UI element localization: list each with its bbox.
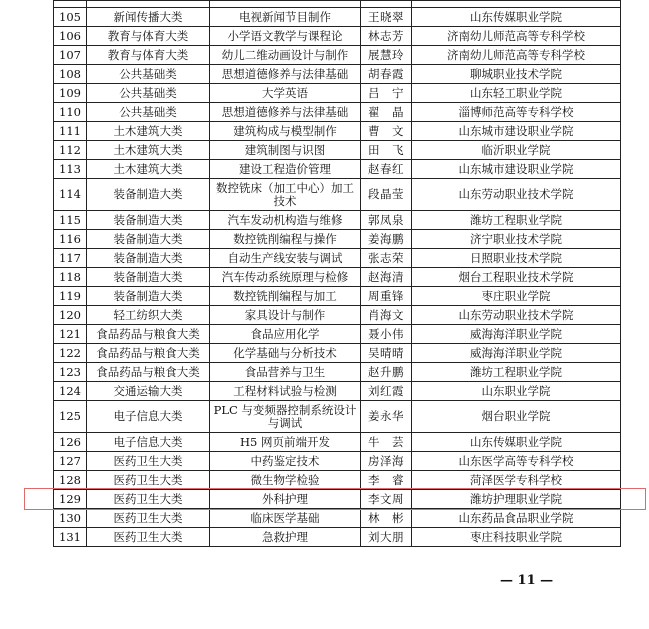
cell-person: 房泽海 — [361, 452, 412, 471]
table-row — [54, 103, 621, 122]
cell-course: 工程材料试验与检测 — [210, 382, 361, 401]
cell-school: 济南幼儿师范高等专科学校 — [412, 46, 621, 65]
cell-number: 113 — [54, 160, 87, 179]
table-row — [54, 122, 621, 141]
cell-school: 潍坊工程职业学院 — [412, 363, 621, 382]
cell-school: 济南幼儿师范高等专科学校 — [412, 27, 621, 46]
cell-course: 思想道德修养与法律基础 — [210, 65, 361, 84]
table-row — [54, 160, 621, 179]
cell-person: 吕 宁 — [361, 84, 412, 103]
cell-category: 装备制造大类 — [87, 211, 210, 230]
cell-number: 109 — [54, 84, 87, 103]
cell-school: 枣庄职业学院 — [412, 287, 621, 306]
table-row — [54, 84, 621, 103]
table-row — [54, 179, 621, 211]
cell-school: 山东传媒职业学院 — [412, 433, 621, 452]
cell-course: 临床医学基础 — [210, 509, 361, 528]
cell-category: 土木建筑大类 — [87, 122, 210, 141]
table-row — [54, 471, 621, 490]
cell-number: 106 — [54, 27, 87, 46]
cell-course: 微生物学检验 — [210, 471, 361, 490]
table-row — [54, 268, 621, 287]
table-row — [54, 211, 621, 230]
cell-person: 李文周 — [361, 490, 412, 509]
cell-school: 济宁职业技术学院 — [412, 230, 621, 249]
table-body — [54, 1, 621, 547]
table-row — [54, 249, 621, 268]
table-row — [54, 344, 621, 363]
cell-course: 电视新闻节目制作 — [210, 8, 361, 27]
cell-course: 大学英语 — [210, 84, 361, 103]
cell-school: 山东城市建设职业学院 — [412, 122, 621, 141]
cell-category: 电子信息大类 — [87, 401, 210, 433]
cell-person: 李 睿 — [361, 471, 412, 490]
cell-school: 威海海洋职业学院 — [412, 344, 621, 363]
cell-school: 菏泽医学专科学校 — [412, 471, 621, 490]
cell-category: 食品药品与粮食大类 — [87, 363, 210, 382]
cell-course: 数控铣床（加工中心）加工技术 — [210, 179, 361, 211]
cell-number: 130 — [54, 509, 87, 528]
table-row — [54, 230, 621, 249]
cell-school: 威海海洋职业学院 — [412, 325, 621, 344]
cell-person: 牛 芸 — [361, 433, 412, 452]
cell-school: 烟台工程职业技术学院 — [412, 268, 621, 287]
cell-course: H5 网页前端开发 — [210, 433, 361, 452]
cell-school: 聊城职业技术学院 — [412, 65, 621, 84]
table-row — [54, 452, 621, 471]
cell-category: 装备制造大类 — [87, 287, 210, 306]
cell-course: 建筑构成与模型制作 — [210, 122, 361, 141]
cell-category: 教育与体育大类 — [87, 46, 210, 65]
cell-number: 120 — [54, 306, 87, 325]
table-row — [54, 363, 621, 382]
cell-number: 114 — [54, 179, 87, 211]
table-row — [54, 490, 621, 509]
cell-course: 幼儿二维动画设计与制作 — [210, 46, 361, 65]
cell-school: 临沂职业学院 — [412, 141, 621, 160]
table-row — [54, 401, 621, 433]
cell-school: 枣庄科技职业学院 — [412, 528, 621, 547]
cell-number: 110 — [54, 103, 87, 122]
cell-number: 124 — [54, 382, 87, 401]
table-row — [54, 382, 621, 401]
cell-school: 山东职业学院 — [412, 382, 621, 401]
table-row — [54, 65, 621, 84]
cell-person: 肖海文 — [361, 306, 412, 325]
cell-number: 127 — [54, 452, 87, 471]
cell-category — [87, 1, 210, 8]
table-row — [54, 8, 621, 27]
cell-category: 电子信息大类 — [87, 433, 210, 452]
cell-category: 公共基础类 — [87, 65, 210, 84]
cell-person: 郭凤泉 — [361, 211, 412, 230]
cell-person: 展慧玲 — [361, 46, 412, 65]
cell-person: 赵升鹏 — [361, 363, 412, 382]
page-number: — 11 — — [500, 573, 554, 588]
cell-person: 段晶莹 — [361, 179, 412, 211]
cell-school: 潍坊工程职业学院 — [412, 211, 621, 230]
cell-person: 刘大朋 — [361, 528, 412, 547]
cell-school: 山东轻工职业学院 — [412, 84, 621, 103]
table-row — [54, 528, 621, 547]
cell-number: 105 — [54, 8, 87, 27]
cell-person: 张志荣 — [361, 249, 412, 268]
cell-school: 山东医学高等专科学校 — [412, 452, 621, 471]
cell-course: 化学基础与分析技术 — [210, 344, 361, 363]
cell-number: 112 — [54, 141, 87, 160]
cell-school: 潍坊护理职业学院 — [412, 490, 621, 509]
cell-number: 128 — [54, 471, 87, 490]
cell-number: 125 — [54, 401, 87, 433]
cell-course — [210, 1, 361, 8]
cell-number: 117 — [54, 249, 87, 268]
table-row — [54, 325, 621, 344]
cell-number: 108 — [54, 65, 87, 84]
cell-course: 自动生产线安装与调试 — [210, 249, 361, 268]
cell-person: 翟 晶 — [361, 103, 412, 122]
cell-person: 姜永华 — [361, 401, 412, 433]
cell-person: 胡春霞 — [361, 65, 412, 84]
cell-school: 山东药品食品职业学院 — [412, 509, 621, 528]
cell-number: 107 — [54, 46, 87, 65]
cell-person — [361, 1, 412, 8]
cell-person: 聂小伟 — [361, 325, 412, 344]
cell-person: 林 彬 — [361, 509, 412, 528]
cell-category: 医药卫生大类 — [87, 509, 210, 528]
cell-course: 小学语文教学与课程论 — [210, 27, 361, 46]
cell-number: 115 — [54, 211, 87, 230]
cell-person: 刘红霞 — [361, 382, 412, 401]
cell-number: 118 — [54, 268, 87, 287]
table-row — [54, 287, 621, 306]
cell-school: 山东城市建设职业学院 — [412, 160, 621, 179]
table-row — [54, 27, 621, 46]
table-row — [54, 306, 621, 325]
cell-course: 家具设计与制作 — [210, 306, 361, 325]
cell-number: 111 — [54, 122, 87, 141]
cell-category: 医药卫生大类 — [87, 471, 210, 490]
cell-category: 食品药品与粮食大类 — [87, 325, 210, 344]
cell-person: 赵春红 — [361, 160, 412, 179]
cell-category: 装备制造大类 — [87, 268, 210, 287]
cell-person: 吴晴晴 — [361, 344, 412, 363]
cell-number — [54, 1, 87, 8]
table-row — [54, 509, 621, 528]
cell-category: 装备制造大类 — [87, 230, 210, 249]
cell-number: 122 — [54, 344, 87, 363]
cell-course: 数控铣削编程与加工 — [210, 287, 361, 306]
cell-course: PLC 与变频器控制系统设计与调试 — [210, 401, 361, 433]
cell-person: 周重锋 — [361, 287, 412, 306]
cell-category: 土木建筑大类 — [87, 141, 210, 160]
award-table — [53, 0, 621, 547]
cell-category: 公共基础类 — [87, 103, 210, 122]
cell-category: 医药卫生大类 — [87, 490, 210, 509]
cell-school: 淄博师范高等专科学校 — [412, 103, 621, 122]
cell-number: 119 — [54, 287, 87, 306]
cell-number: 131 — [54, 528, 87, 547]
table-row — [54, 46, 621, 65]
cell-school: 山东劳动职业技术学院 — [412, 179, 621, 211]
cell-course: 中药鉴定技术 — [210, 452, 361, 471]
cell-school — [412, 1, 621, 8]
cell-category: 食品药品与粮食大类 — [87, 344, 210, 363]
cell-category: 装备制造大类 — [87, 179, 210, 211]
cell-course: 急救护理 — [210, 528, 361, 547]
cell-course: 汽车传动系统原理与检修 — [210, 268, 361, 287]
table-row — [54, 1, 621, 8]
cell-number: 129 — [54, 490, 87, 509]
cell-course: 外科护理 — [210, 490, 361, 509]
cell-category: 医药卫生大类 — [87, 528, 210, 547]
cell-school: 山东传媒职业学院 — [412, 8, 621, 27]
cell-course: 数控铣削编程与操作 — [210, 230, 361, 249]
cell-person: 林志芳 — [361, 27, 412, 46]
cell-category: 教育与体育大类 — [87, 27, 210, 46]
cell-category: 医药卫生大类 — [87, 452, 210, 471]
cell-category: 新闻传播大类 — [87, 8, 210, 27]
cell-course: 食品营养与卫生 — [210, 363, 361, 382]
cell-number: 121 — [54, 325, 87, 344]
cell-course: 汽车发动机构造与维修 — [210, 211, 361, 230]
cell-number: 116 — [54, 230, 87, 249]
cell-person: 曹 文 — [361, 122, 412, 141]
cell-school: 烟台职业学院 — [412, 401, 621, 433]
cell-person: 赵海清 — [361, 268, 412, 287]
cell-category: 土木建筑大类 — [87, 160, 210, 179]
cell-category: 轻工纺织大类 — [87, 306, 210, 325]
cell-school: 日照职业技术学院 — [412, 249, 621, 268]
cell-person: 田 飞 — [361, 141, 412, 160]
cell-category: 公共基础类 — [87, 84, 210, 103]
cell-number: 126 — [54, 433, 87, 452]
cell-course: 食品应用化学 — [210, 325, 361, 344]
table-row — [54, 141, 621, 160]
cell-course: 思想道德修养与法律基础 — [210, 103, 361, 122]
cell-course: 建筑制图与识图 — [210, 141, 361, 160]
cell-person: 姜海鹏 — [361, 230, 412, 249]
cell-course: 建设工程造价管理 — [210, 160, 361, 179]
cell-number: 123 — [54, 363, 87, 382]
cell-school: 山东劳动职业技术学院 — [412, 306, 621, 325]
cell-category: 交通运输大类 — [87, 382, 210, 401]
table-row — [54, 433, 621, 452]
cell-person: 王晓翠 — [361, 8, 412, 27]
cell-category: 装备制造大类 — [87, 249, 210, 268]
